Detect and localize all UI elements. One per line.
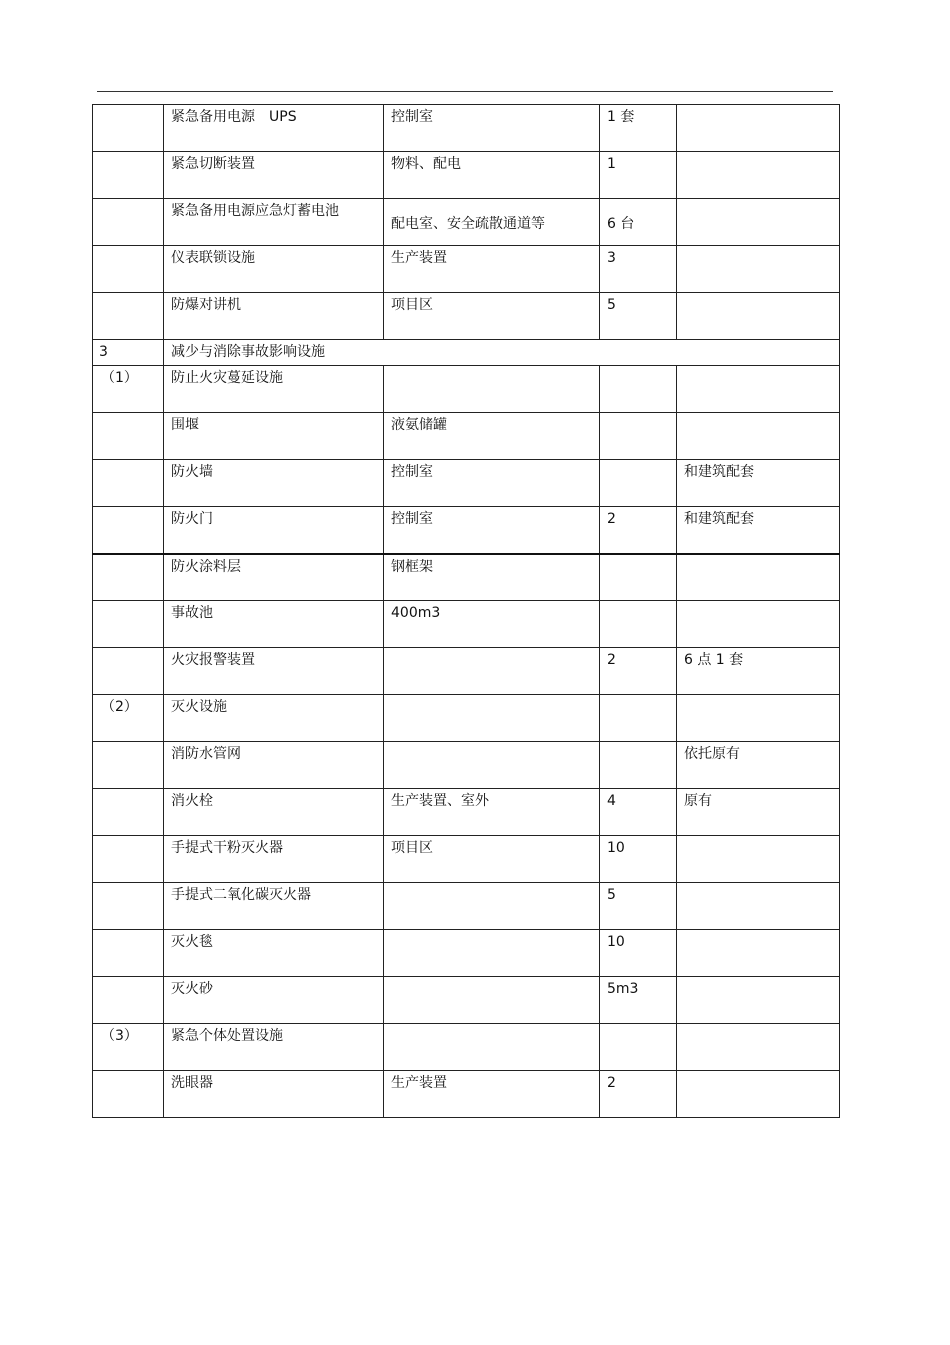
facility-quantity: 1: [600, 152, 677, 199]
table-row: [93, 1024, 840, 1071]
row-number: （3）: [93, 1024, 164, 1071]
table-row: [93, 199, 840, 246]
facility-name: 紧急备用电源应急灯蓄电池: [164, 199, 384, 246]
header-rule: [97, 91, 833, 92]
facility-quantity: 2: [600, 648, 677, 695]
row-number: （1）: [93, 366, 164, 413]
row-number: [93, 601, 164, 648]
facility-note: 6 点 1 套: [677, 648, 840, 695]
row-number: [93, 836, 164, 883]
row-number: [93, 883, 164, 930]
facility-location: 控制室: [384, 460, 600, 507]
facility-note: [677, 695, 840, 742]
facility-name: 防止火灾蔓延设施: [164, 366, 384, 413]
facility-note: [677, 883, 840, 930]
table-row: [93, 105, 840, 152]
table-row: [93, 930, 840, 977]
table-row: [93, 789, 840, 836]
table-row: [93, 883, 840, 930]
row-number: [93, 413, 164, 460]
facility-name: 紧急备用电源 UPS: [164, 105, 384, 152]
facility-name: 防火墙: [164, 460, 384, 507]
facility-location: [384, 883, 600, 930]
facility-location: 钢框架: [384, 554, 600, 601]
facility-quantity: [600, 366, 677, 413]
facility-note: [677, 105, 840, 152]
facility-quantity: 5m3: [600, 977, 677, 1024]
facility-quantity: 5: [600, 883, 677, 930]
facility-name: 围堰: [164, 413, 384, 460]
facility-quantity: 2: [600, 507, 677, 554]
facility-quantity: [600, 413, 677, 460]
facility-name: 消防水管网: [164, 742, 384, 789]
facility-location: 控制室: [384, 105, 600, 152]
table-row: [93, 601, 840, 648]
table-row: [93, 742, 840, 789]
row-number: [93, 460, 164, 507]
row-number: [93, 199, 164, 246]
table-row: [93, 413, 840, 460]
facility-quantity: 6 台: [600, 199, 677, 246]
facility-quantity: 3: [600, 246, 677, 293]
facility-name: 洗眼器: [164, 1071, 384, 1118]
row-number: [93, 246, 164, 293]
facility-quantity: 1 套: [600, 105, 677, 152]
facility-note: [677, 246, 840, 293]
facility-quantity: 10: [600, 836, 677, 883]
row-number: [93, 977, 164, 1024]
row-number: [93, 930, 164, 977]
facility-name: 灭火毯: [164, 930, 384, 977]
facility-location: 控制室: [384, 507, 600, 554]
facility-note: [677, 836, 840, 883]
facility-quantity: [600, 601, 677, 648]
facility-name: 手提式干粉灭火器: [164, 836, 384, 883]
facility-location: 物料、配电: [384, 152, 600, 199]
table-row: [93, 293, 840, 340]
facility-note: [677, 413, 840, 460]
table-row: [93, 648, 840, 695]
facility-location: 液氨储罐: [384, 413, 600, 460]
facility-quantity: [600, 554, 677, 601]
facility-name: 紧急切断装置: [164, 152, 384, 199]
section-number: 3: [93, 340, 164, 366]
facility-location: 配电室、安全疏散通道等: [384, 199, 600, 246]
row-number: [93, 554, 164, 601]
table-row: [93, 246, 840, 293]
row-number: [93, 742, 164, 789]
facility-location: 项目区: [384, 836, 600, 883]
facility-location: [384, 648, 600, 695]
table-row: [93, 152, 840, 199]
section-title: 减少与消除事故影响设施: [164, 340, 840, 366]
facility-note: 依托原有: [677, 742, 840, 789]
facility-quantity: [600, 460, 677, 507]
facility-note: 和建筑配套: [677, 507, 840, 554]
section-row: [93, 340, 840, 366]
facility-quantity: [600, 695, 677, 742]
table-row: [93, 366, 840, 413]
facility-location: 生产装置、室外: [384, 789, 600, 836]
facility-location: [384, 977, 600, 1024]
facility-note: [677, 293, 840, 340]
facility-name: 手提式二氧化碳灭火器: [164, 883, 384, 930]
row-number: [93, 152, 164, 199]
facility-name: 消火栓: [164, 789, 384, 836]
table-row: [93, 695, 840, 742]
facility-quantity: [600, 742, 677, 789]
facility-note: [677, 152, 840, 199]
facility-location: [384, 366, 600, 413]
row-number: （2）: [93, 695, 164, 742]
facility-note: 原有: [677, 789, 840, 836]
facility-name: 防火涂料层: [164, 554, 384, 601]
table-row: [93, 977, 840, 1024]
facility-name: 火灾报警装置: [164, 648, 384, 695]
facility-quantity: 5: [600, 293, 677, 340]
facility-location: 项目区: [384, 293, 600, 340]
safety-facilities-table: [92, 104, 840, 1118]
table-row: [93, 554, 840, 601]
facility-name: 防爆对讲机: [164, 293, 384, 340]
table-row: [93, 507, 840, 554]
facility-name: 灭火设施: [164, 695, 384, 742]
facility-location: 生产装置: [384, 1071, 600, 1118]
table-row: [93, 460, 840, 507]
facility-quantity: 4: [600, 789, 677, 836]
facility-location: [384, 930, 600, 977]
facility-name: 防火门: [164, 507, 384, 554]
facility-quantity: 10: [600, 930, 677, 977]
facility-location: 生产装置: [384, 246, 600, 293]
facility-name: 仪表联锁设施: [164, 246, 384, 293]
facility-location: [384, 742, 600, 789]
facility-location: [384, 1024, 600, 1071]
facility-note: [677, 601, 840, 648]
row-number: [93, 1071, 164, 1118]
row-number: [93, 648, 164, 695]
facility-quantity: 2: [600, 1071, 677, 1118]
row-number: [93, 293, 164, 340]
facility-note: [677, 1024, 840, 1071]
facility-location: [384, 695, 600, 742]
facility-note: [677, 366, 840, 413]
facility-note: [677, 977, 840, 1024]
facility-location: 400m3: [384, 601, 600, 648]
facility-name: 紧急个体处置设施: [164, 1024, 384, 1071]
facility-note: [677, 199, 840, 246]
facility-note: [677, 554, 840, 601]
row-number: [93, 105, 164, 152]
facility-note: [677, 930, 840, 977]
table-row: [93, 1071, 840, 1118]
facility-name: 事故池: [164, 601, 384, 648]
row-number: [93, 789, 164, 836]
facility-note: 和建筑配套: [677, 460, 840, 507]
facility-name: 灭火砂: [164, 977, 384, 1024]
row-number: [93, 507, 164, 554]
table-row: [93, 836, 840, 883]
facility-note: [677, 1071, 840, 1118]
facility-quantity: [600, 1024, 677, 1071]
